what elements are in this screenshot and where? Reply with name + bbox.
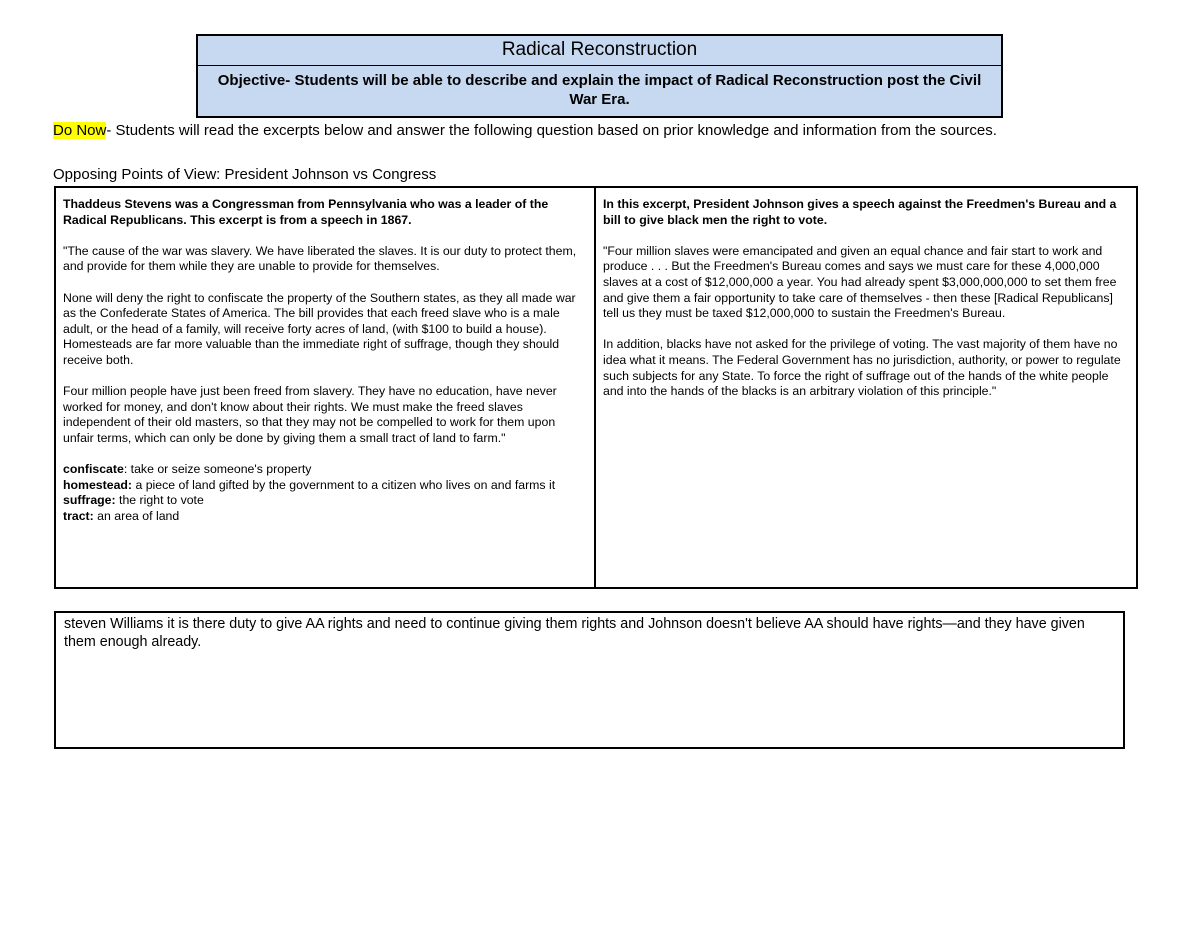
vocab-item bbox=[63, 493, 586, 509]
vocab-term: tract: bbox=[63, 508, 94, 523]
vocab-item bbox=[63, 509, 586, 525]
vocab-term: homestead: bbox=[63, 477, 133, 492]
stevens-paragraph: Four million people have just been freed from slavery. They have no education, have never worked for money, and don't know about their rights. We must make the freed slaves independent of their old masters, so that they may not be compelled to work for them upon unfair terms, which can only be done by giving them a small tract of land to farm." bbox=[63, 384, 557, 445]
objective-text: Objective- Students will be able to describe and explain the impact of Radical Reconstruction post the Civil War Era. bbox=[217, 72, 982, 108]
do-now-label: Do Now bbox=[53, 122, 107, 139]
vocab-item: confiscate: take or seize someone's property bbox=[63, 462, 312, 477]
vocab-term: suffrage: bbox=[63, 493, 116, 508]
section-title: Opposing Points of View: President Johnson vs Congress bbox=[53, 166, 437, 183]
stevens-paragraph: None will deny the right to confiscate the property of the Southern states, as they all made war as the Confederate States of America. The bill provides that each freed slave who is a male adult, or the head of a family, will receive forty acres of land, (with $100 to build a house). Homesteads are far more valuable than the immediate right of suffrage, though they should receive both. bbox=[63, 290, 576, 367]
sources-table bbox=[54, 186, 1138, 589]
stevens-intro: Thaddeus Stevens was a Congressman from Pennsylvania who was a leader of the Radical Republicans. This excerpt is from a speech in 1867. bbox=[63, 197, 549, 227]
johnson-excerpt-cell bbox=[596, 188, 1136, 587]
title-box bbox=[196, 34, 1003, 118]
johnson-paragraph: In addition, blacks have not asked for the privilege of voting. The vast majority of them have no idea what it means. The Federal Government has no jurisdiction, authority, or power to regulate such subjects for any State. To force the right of suffrage out of the hands of the white people and into the hands of the blacks is an arbitrary violation of this principle." bbox=[603, 337, 1121, 399]
johnson-paragraph: "Four million slaves were emancipated and given an equal chance and fair start to work and produce . . . But the Freedmen's Bureau comes and says we must care for these 4,000,000 slaves at a cost of $12,000,000 a year. You had already spent $3,000,000,000 to set them free and give them a fair opportunity to take care of themselves - then these [Radical Republicans] tell us they must be taxed $12,000,000 to sustain the Freedmen's Bureau. bbox=[603, 243, 1117, 321]
page-title: Radical Reconstruction bbox=[198, 36, 1001, 66]
vocab-definition: take or seize someone's property bbox=[130, 462, 312, 477]
vocab-definition: an area of land bbox=[97, 508, 180, 523]
do-now-text: - Students will read the excerpts below and answer the following question based on prior knowledge and information from the sources. bbox=[106, 122, 997, 139]
vocab-term: confiscate bbox=[63, 462, 124, 477]
vocabulary-list bbox=[63, 462, 586, 524]
stevens-paragraph: "The cause of the war was slavery. We have liberated the slaves. It is our duty to protect them, and provide for them while they are unable to provide for themselves. bbox=[63, 243, 577, 274]
student-answer-box[interactable] bbox=[54, 611, 1125, 749]
vocab-definition: a piece of land gifted by the government to a citizen who lives on and farms it bbox=[135, 477, 556, 492]
do-now-instruction bbox=[53, 121, 997, 141]
stevens-excerpt-cell bbox=[56, 188, 596, 587]
student-answer-text[interactable]: steven Williams it is there duty to give AA rights and need to continue giving them rights and Johnson doesn't believe AA should have rights—and they have given them enough already. bbox=[64, 616, 1085, 650]
johnson-intro: In this excerpt, President Johnson gives a speech against the Freedmen's Bureau and a bill to give black men the right to vote. bbox=[603, 197, 1117, 227]
vocab-definition: the right to vote bbox=[119, 493, 204, 508]
vocab-item bbox=[63, 478, 586, 494]
